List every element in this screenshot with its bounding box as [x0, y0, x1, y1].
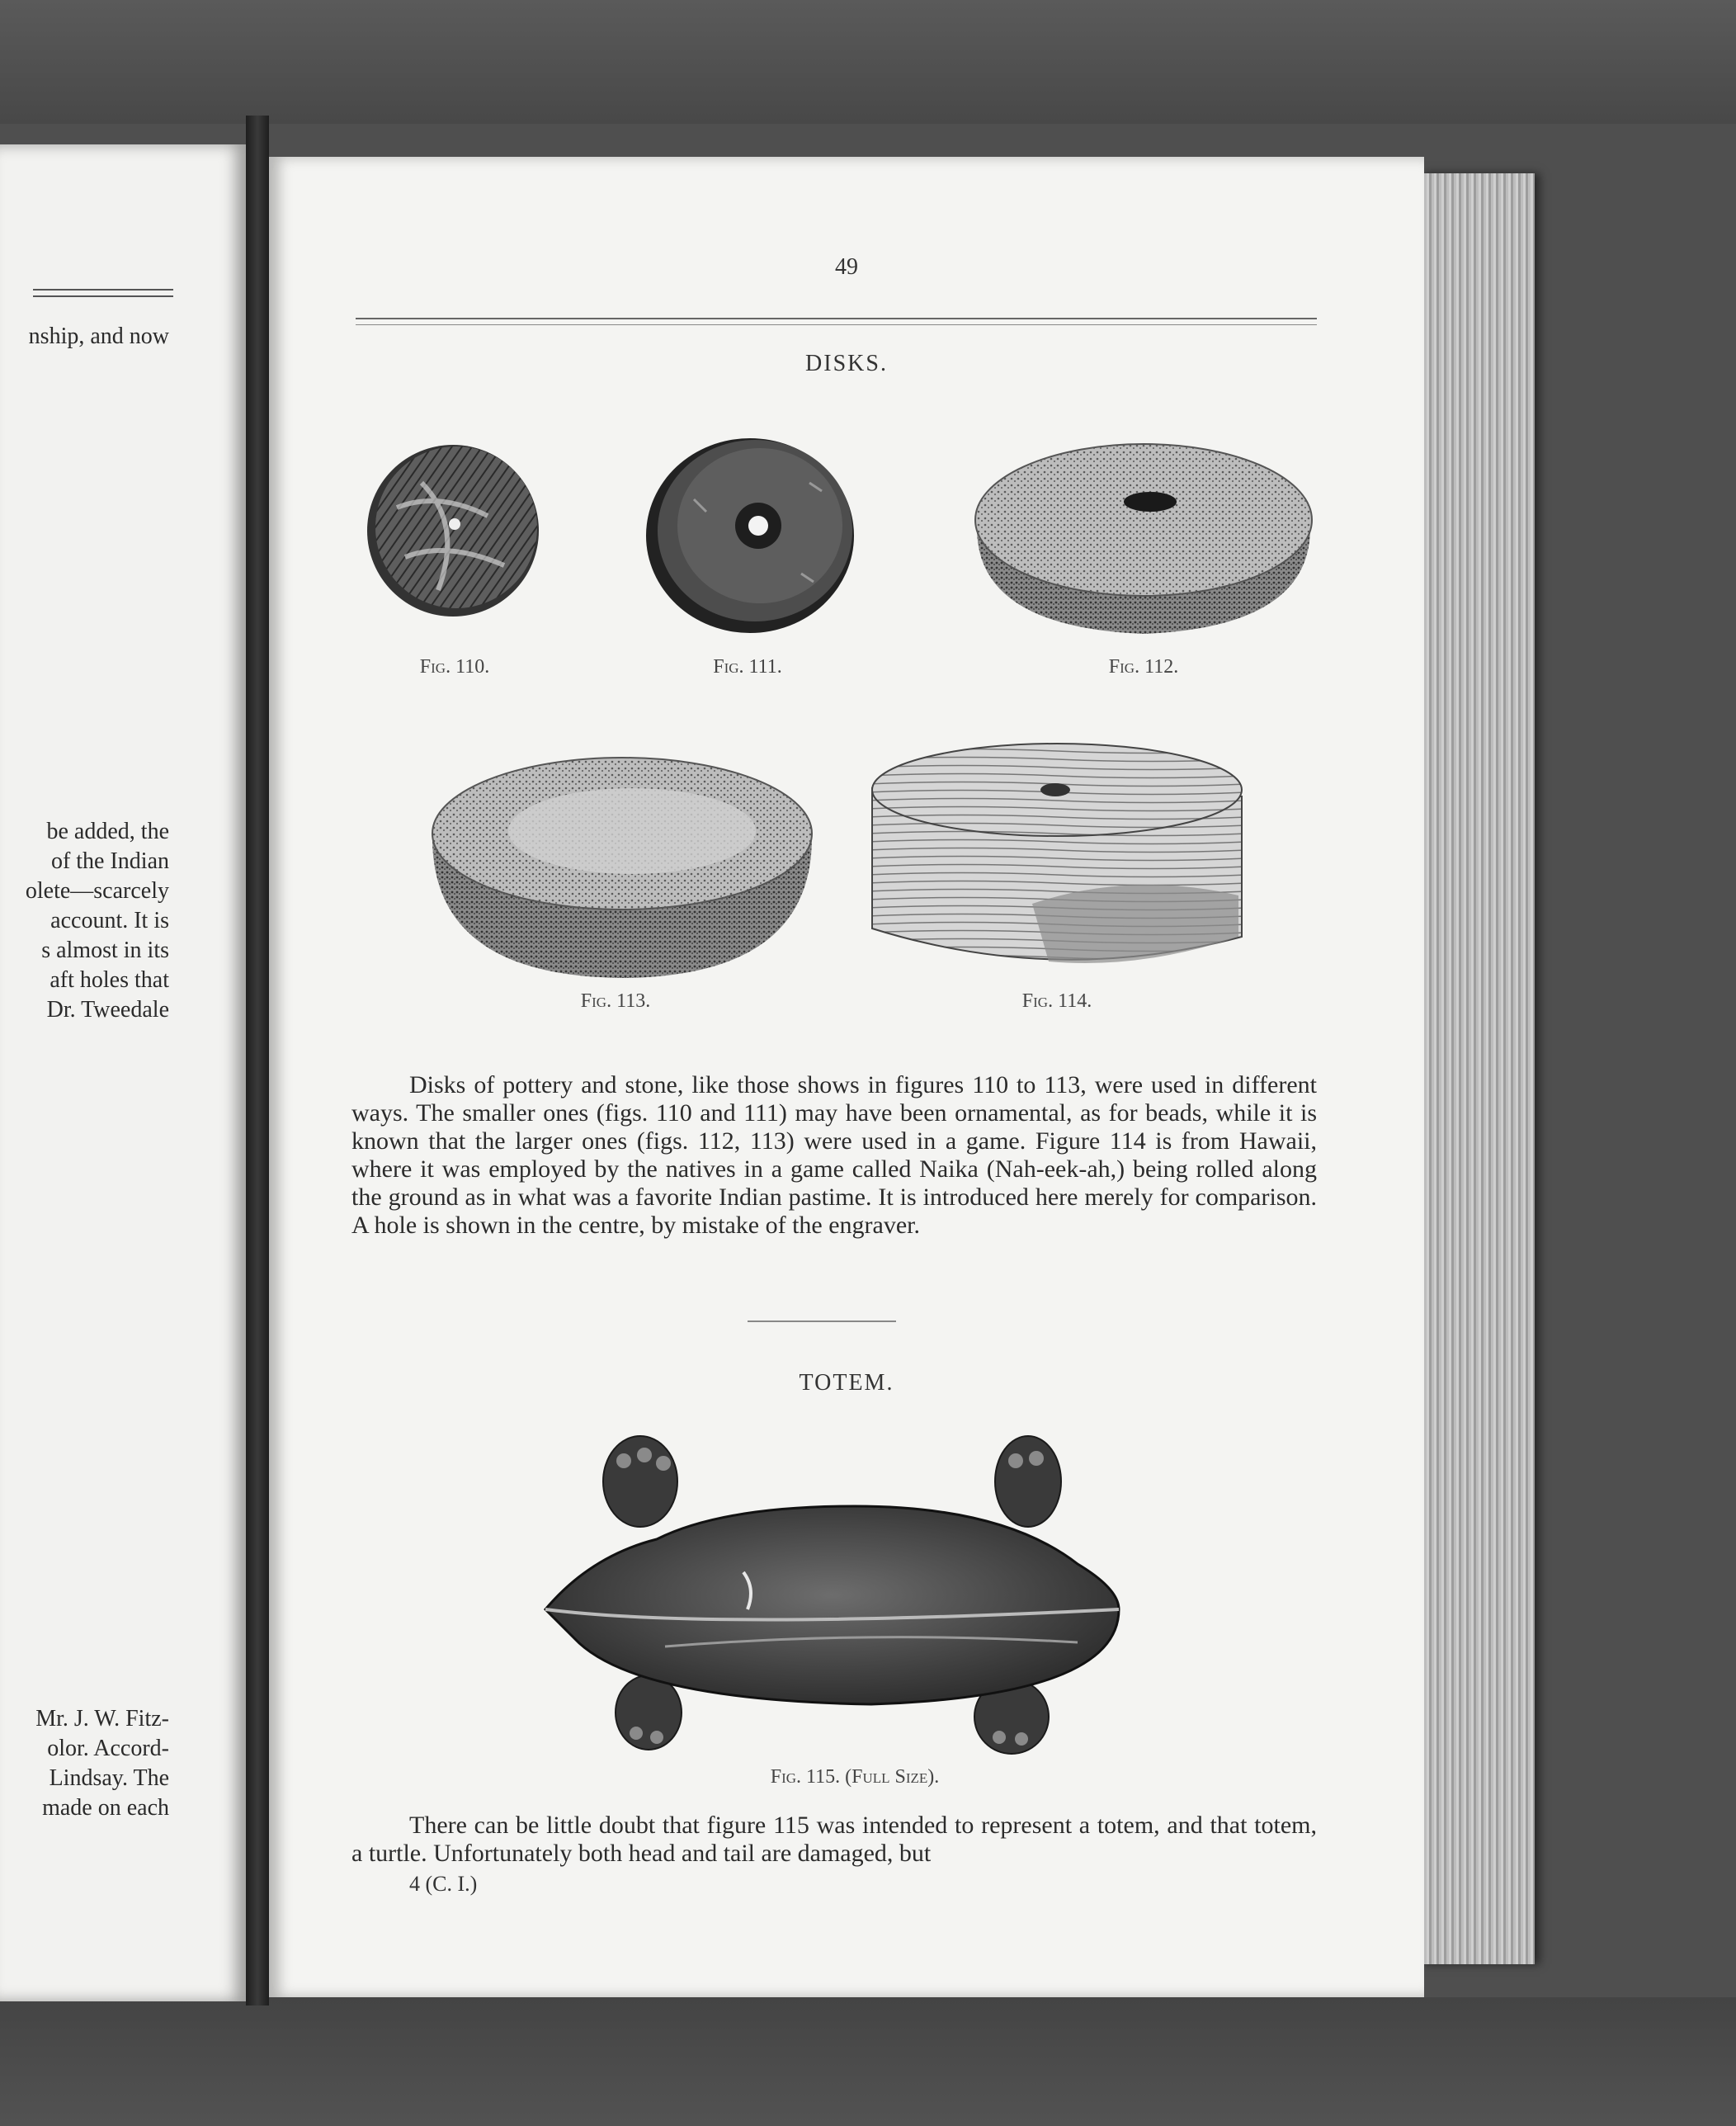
section-title-totem: TOTEM. — [799, 1370, 894, 1396]
left-line: made on each — [42, 1795, 169, 1821]
book-gutter — [246, 116, 269, 2006]
scan-background-bottom — [0, 1997, 1736, 2126]
left-page-text-top — [4, 322, 169, 352]
left-line: of the Indian — [50, 848, 169, 874]
left-page-rule — [33, 289, 173, 291]
left-page-rule — [33, 295, 173, 297]
left-line: olete—scarcely — [25, 878, 169, 904]
caption-fig-110: Fig. 110. — [419, 656, 490, 678]
caption-fig-113: Fig. 113. — [580, 990, 651, 1012]
section-divider — [748, 1320, 896, 1322]
scan-background-top — [0, 0, 1736, 124]
caption-fig-114: Fig. 114. — [1021, 990, 1092, 1012]
header-rule — [356, 318, 1317, 325]
figure-113-disk — [426, 747, 818, 982]
left-page-text-bottom — [4, 1704, 169, 1823]
left-line: Lindsay. The — [49, 1765, 169, 1791]
totem-paragraph — [351, 1812, 1317, 1868]
figure-115-turtle-totem — [541, 1432, 1168, 1762]
caption-fig-112: Fig. 112. — [1108, 656, 1179, 678]
left-line: s almost in its — [41, 938, 169, 963]
left-line: Dr. Tweedale — [46, 997, 169, 1023]
left-line: account. It is — [50, 908, 169, 933]
signature-mark: 4 (C. I.) — [409, 1872, 478, 1896]
section-title-disks: DISKS. — [805, 351, 888, 376]
disks-paragraph-text: Disks of pottery and stone, like those shows in figures 110 to 113, were used in different ways. The smaller ones (figs. 110 and 111) may have been ornamental, as for beads, while it is known that the larger ones (figs. 112, 113) were used in a game. Figure 114 is from Hawaii, where it was employed by the natives in a game called Naika (Nah-eek-ah,) being rolled along the ground as in what was a favorite Indian pastime. It is introduced here merely for comparison. A hole is shown in the centre, by mistake of the engraver. — [351, 1071, 1317, 1239]
figure-114-disk — [867, 739, 1247, 986]
page-number: 49 — [835, 254, 858, 280]
figure-111-disk — [644, 433, 859, 635]
left-page-text-middle — [4, 817, 169, 1025]
caption-fig-111: Fig. 111. — [713, 656, 782, 678]
right-page — [269, 157, 1424, 1997]
left-line: olor. Accord- — [47, 1736, 169, 1761]
left-page — [0, 144, 248, 2001]
figure-112-disk — [970, 437, 1317, 644]
left-line: aft holes that — [50, 967, 169, 993]
caption-fig-115: Fig. 115. (Full Size). — [770, 1766, 940, 1788]
figure-110-disk — [364, 442, 545, 623]
page-edges — [1419, 173, 1535, 1964]
disks-paragraph — [351, 1071, 1317, 1240]
totem-paragraph-text: There can be little doubt that figure 115 was intended to represent a totem, and that totem, a turtle. Unfortunately both head and tail are damaged, but — [351, 1812, 1317, 1867]
left-line: nship, and now — [28, 324, 169, 349]
left-line: be added, the — [46, 819, 169, 844]
left-line: Mr. J. W. Fitz- — [35, 1706, 169, 1732]
